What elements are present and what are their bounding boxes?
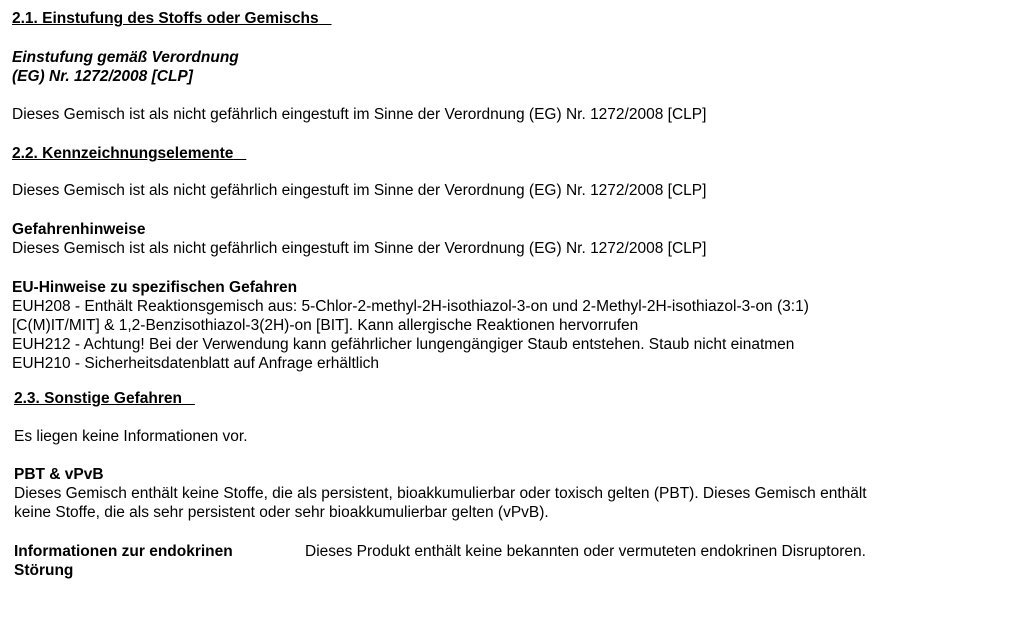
eu-hazard-line: EUH210 - Sicherheitsdatenblatt auf Anfrage erhältlich	[12, 355, 380, 372]
endocrine-label-line-1: Informationen zur endokrinen	[14, 543, 233, 560]
eu-hazard-line: EUH212 - Achtung! Bei der Verwendung kann gefährlicher lungengängiger Staub entstehen. Staub nicht einatmen	[12, 336, 795, 353]
pbt-body	[14, 484, 867, 522]
classification-subheading-line-2: (EG) Nr. 1272/2008 [CLP]	[12, 68, 193, 85]
heading-2-2: 2.2. Kennzeichnungselemente	[12, 145, 234, 162]
hazard-statements-title: Gefahrenhinweise	[12, 221, 146, 238]
heading-2-3: 2.3. Sonstige Gefahren	[14, 390, 182, 407]
endocrine-value: Dieses Produkt enthält keine bekannten oder vermuteten endokrinen Disruptoren.	[305, 543, 866, 560]
eu-hazard-line: [C(M)IT/MIT] & 1,2-Benzisothiazol-3(2H)-on [BIT]. Kann allergische Reaktionen hervorrufen	[12, 317, 639, 334]
pbt-title: PBT & vPvB	[14, 466, 104, 483]
classification-subheading	[12, 48, 239, 86]
endocrine-label	[14, 542, 233, 580]
pbt-body-line-2: keine Stoffe, die als sehr persistent oder sehr bioakkumulierbar gelten (vPvB).	[14, 504, 549, 521]
hazard-statements-body: Dieses Gemisch ist als nicht gefährlich eingestuft im Sinne der Verordnung (EG) Nr. 1272/2008 [CLP]	[12, 240, 707, 257]
classification-statement: Dieses Gemisch ist als nicht gefährlich eingestuft im Sinne der Verordnung (EG) Nr. 1272/2008 [CLP]	[12, 106, 707, 123]
heading-2-1: 2.1. Einstufung des Stoffs oder Gemischs	[12, 10, 319, 27]
eu-hazard-title: EU-Hinweise zu spezifischen Gefahren	[12, 279, 298, 296]
other-hazards-statement: Es liegen keine Informationen vor.	[14, 428, 248, 445]
eu-hazard-list	[12, 297, 809, 373]
pbt-body-line-1: Dieses Gemisch enthält keine Stoffe, die als persistent, bioakkumulierbar oder toxisch gelten (PBT). Dieses Gemisch enthält	[14, 485, 867, 502]
classification-subheading-line-1: Einstufung gemäß Verordnung	[12, 49, 239, 66]
endocrine-label-line-2: Störung	[14, 562, 74, 579]
labelling-statement: Dieses Gemisch ist als nicht gefährlich eingestuft im Sinne der Verordnung (EG) Nr. 1272/2008 [CLP]	[12, 182, 707, 199]
eu-hazard-line: EUH208 - Enthält Reaktionsgemisch aus: 5-Chlor-2-methyl-2H-isothiazol-3-on und 2-Methyl-2H-isothiazol-3-on (3:1)	[12, 298, 809, 315]
